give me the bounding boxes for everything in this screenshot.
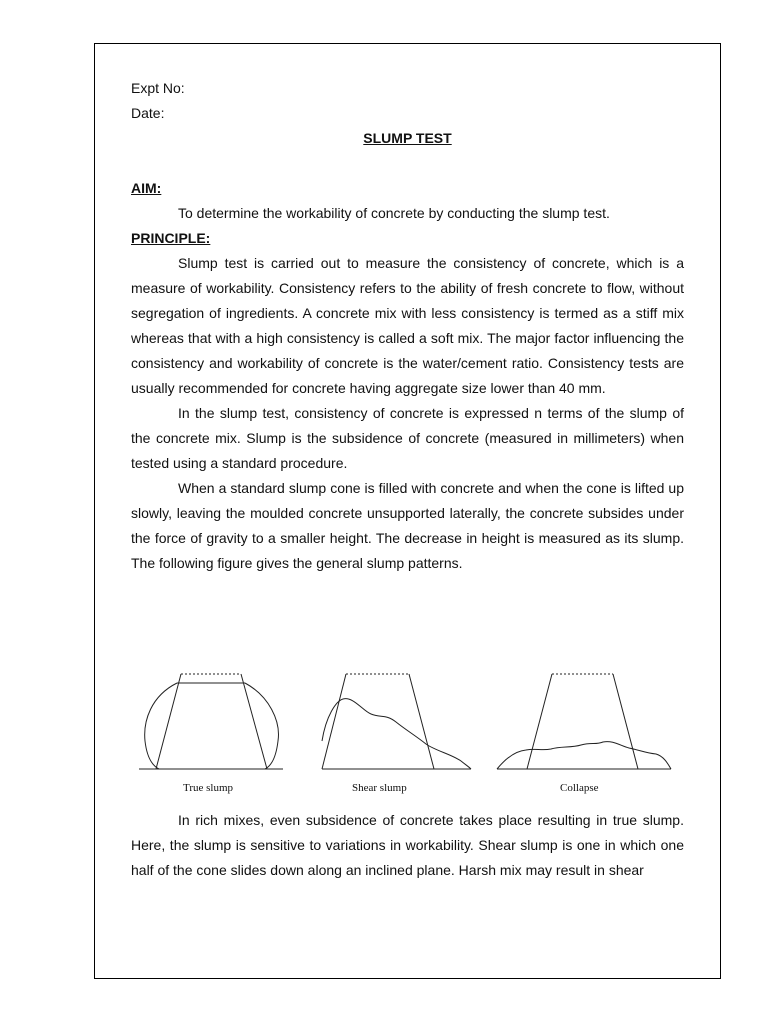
collapse-diagram [497, 674, 671, 769]
caption-true-slump: True slump [183, 782, 234, 794]
principle-paragraph: Slump test is carried out to measure the consistency of concrete, which is a measure of workability. Consistency refers to the ability of fresh concrete to flow, without segregation of ingredients. A concrete mix with less consistency is termed as a stiff mix whereas that with a high consistency is called a soft mix. The major factor influencing the consistency and workability of concrete is the water/cement ratio. Consistency tests are usually recommended for concrete having aggregate size lower than 40 mm. [131, 255, 684, 396]
principle-paragraph: In the slump test, consistency of concrete is expressed n terms of the slump of the concrete mix. Slump is the subsidence of concrete (measured in millimeters) when tested using a standard procedure. [131, 405, 684, 471]
spacer [131, 151, 684, 176]
document-body [131, 76, 684, 576]
date-label: Date: [131, 105, 165, 121]
principle-heading: PRINCIPLE: [131, 230, 211, 246]
aim-heading: AIM: [131, 180, 162, 196]
aim-text: To determine the workability of concrete by conducting the slump test. [178, 205, 610, 221]
true-slump-diagram [139, 674, 283, 769]
expt-no-label: Expt No: [131, 80, 185, 96]
closing-section [131, 808, 684, 883]
caption-collapse: Collapse [560, 782, 599, 794]
closing-paragraph: In rich mixes, even subsidence of concrete takes place resulting in true slump. Here, the slump is sensitive to variations in workability. Shear slump is one in which one half of the cone slides down along an inclined plane. Harsh mix may result in shear [131, 812, 684, 878]
principle-paragraph: When a standard slump cone is filled with concrete and when the cone is lifted up slowly, leaving the moulded concrete unsupported laterally, the concrete subsides under the force of gravity to a smaller height. The decrease in height is measured as its slump. The following figure gives the general slump patterns. [131, 480, 684, 571]
shear-slump-diagram [322, 674, 471, 769]
caption-shear-slump: Shear slump [352, 782, 407, 794]
slump-patterns-figure [131, 666, 684, 801]
slump-diagrams [131, 666, 684, 801]
document-title: SLUMP TEST [363, 130, 452, 146]
